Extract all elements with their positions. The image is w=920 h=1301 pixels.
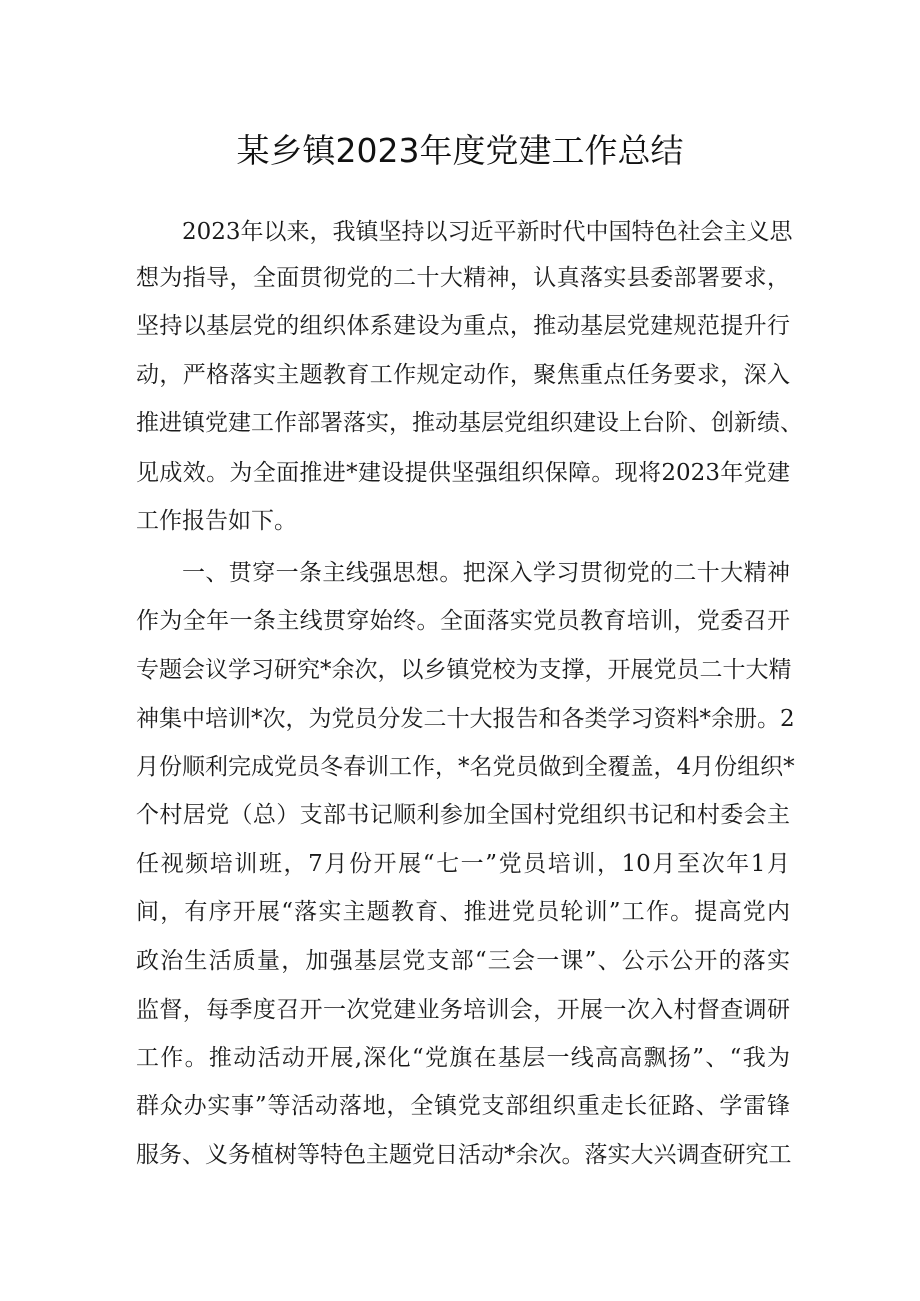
paragraph-2-line-13: 服务、义务植树等特色主题党日活动*余次。落实大兴调查研究工 [136,1142,792,1168]
paragraph-2-line-3: 专题会议学习研究*余次，以乡镇党校为支撑，开展党员二十大精 [136,657,792,683]
paragraph-1-line-1: 2023年以来，我镇坚持以习近平新时代中国特色社会主义思 [182,219,793,245]
paragraph-2-line-10: 监督，每季度召开一次党建业务培训会，开展一次入村督查调研 [136,997,790,1023]
paragraph-2-line-12: 群众办实事”等活动落地，全镇党支部组织重走长征路、学雷锋 [136,1093,790,1119]
paragraph-1-line-7: 工作报告如下。 [136,508,297,534]
paragraph-2-line-6: 个村居党（总）支部书记顺利参加全国村党组织书记和村委会主 [136,802,790,828]
paragraph-1-line-3: 坚持以基层党的组织体系建设为重点，推动基层党建规范提升行 [136,313,790,339]
paragraph-2-line-1: 一、贯穿一条主线强思想。把深入学习贯彻党的二十大精神 [182,560,790,586]
paragraph-1-line-6: 见成效。为全面推进*建设提供坚强组织保障。现将2023年党建 [136,460,790,486]
paragraph-1-line-2: 想为指导，全面贯彻党的二十大精神，认真落实县委部署要求， [136,265,790,291]
paragraph-2-line-8: 间，有序开展“落实主题教育、推进党员轮训”工作。提高党内 [136,899,790,925]
paragraph-1-line-4: 动，严格落实主题教育工作规定动作，聚焦重点任务要求，深入 [136,362,790,388]
paragraph-2-line-9: 政治生活质量，加强基层党支部“三会一课”、公示公开的落实 [136,948,790,974]
paragraph-1-line-5: 推进镇党建工作部署落实，推动基层党组织建设上台阶、创新绩、 [136,410,803,436]
paragraph-2-line-11: 工作。推动活动开展,深化“党旗在基层一线高高飘扬”、“我为 [136,1045,790,1071]
paragraph-2-line-5: 月份顺利完成党员冬春训工作，*名党员做到全覆盖，4月份组织* [136,754,795,780]
paragraph-2-line-7: 任视频培训班，7月份开展“七一”党员培训，10月至次年1月 [136,851,790,877]
paragraph-2-line-4: 神集中培训*次，为党员分发二十大报告和各类学习资料*余册。2 [136,706,795,732]
document-title: 某乡镇2023年度党建工作总结 [236,131,684,170]
paragraph-2-line-2: 作为全年一条主线贯穿始终。全面落实党员教育培训，党委召开 [136,608,790,634]
